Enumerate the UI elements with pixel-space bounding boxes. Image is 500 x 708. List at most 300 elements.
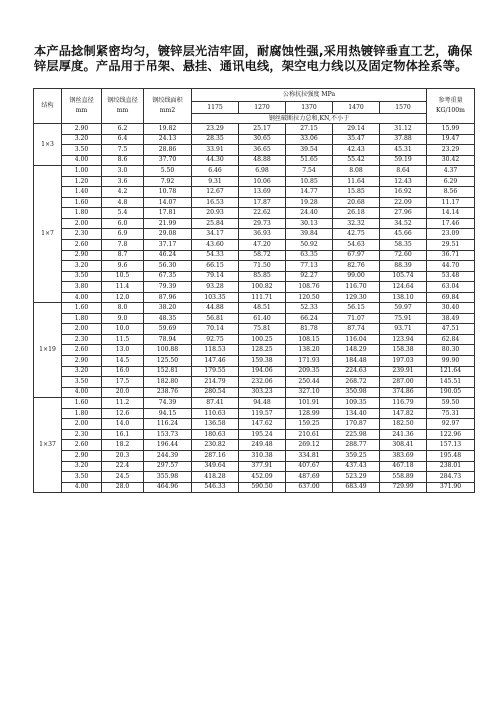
table-cell: 100.88 [144,345,192,356]
table-cell: 1.60 [62,197,102,208]
table-cell: 1.60 [62,398,102,409]
table-cell: 284.73 [427,472,475,483]
table-cell: 118.53 [192,345,239,356]
table-cell: 59.69 [144,324,192,335]
table-cell: 29.14 [333,124,380,135]
structure-label: 1×37 [34,398,62,493]
table-cell: 184.48 [333,356,380,367]
table-cell: 36.65 [239,145,286,156]
table-cell: 179.55 [192,366,239,377]
table-row [34,356,475,367]
table-cell: 23.29 [427,145,475,156]
table-cell: 383.69 [380,450,427,461]
table-row [34,292,475,303]
table-cell: 108.15 [286,334,333,345]
table-cell: 250.44 [286,377,333,388]
table-row [34,377,475,388]
table-cell: 119.57 [239,408,286,419]
table-cell: 224.63 [333,366,380,377]
table-cell: 20.3 [102,450,144,461]
table-cell: 303.23 [239,387,286,398]
table-cell: 308.41 [380,440,427,451]
table-cell: 123.94 [380,334,427,345]
table-cell: 20.68 [333,197,380,208]
table-cell: 47.51 [427,324,475,335]
table-cell: 87.96 [144,292,192,303]
structure-label: 1×7 [34,166,62,303]
header-strand-area-unit: mm2 [159,107,176,114]
table-cell: 51.65 [286,155,333,166]
table-cell: 7.92 [144,176,192,187]
table-row [34,440,475,451]
table-cell: 3.20 [62,261,102,272]
table-cell: 46.24 [144,250,192,261]
table-cell: 12.6 [102,408,144,419]
table-cell: 452.09 [239,472,286,483]
table-row [34,313,475,324]
table-cell: 464.96 [144,482,192,493]
table-cell: 71.50 [239,261,286,272]
table-cell: 99.00 [333,271,380,282]
table-cell: 82.76 [333,261,380,272]
table-cell: 103.35 [192,292,239,303]
table-cell: 2.00 [62,324,102,335]
table-cell: 19.47 [427,134,475,145]
table-cell: 23.09 [427,229,475,240]
table-cell: 11.5 [102,334,144,345]
table-cell: 3.20 [62,134,102,145]
header-ref-weight-label: 参考重量 [438,97,463,104]
table-cell: 2.30 [62,429,102,440]
table-cell: 334.81 [286,450,333,461]
table-cell: 11.2 [102,398,144,409]
table-cell: 4.2 [102,187,144,198]
table-cell: 2.90 [62,356,102,367]
table-cell: 37.70 [144,155,192,166]
table-cell: 48.88 [239,155,286,166]
table-cell: 148.29 [333,345,380,356]
table-cell: 6.2 [102,124,144,135]
table-row [34,345,475,356]
table-cell: 7.8 [102,240,144,251]
table-cell: 22.62 [239,208,286,219]
table-cell: 170.87 [333,419,380,430]
table-cell: 52.33 [286,303,333,314]
table-row [34,229,475,240]
table-cell: 38.20 [144,303,192,314]
table-cell: 24.40 [286,208,333,219]
table-cell: 111.71 [239,292,286,303]
header-row-1 [34,89,475,102]
table-cell: 6.98 [239,166,286,177]
table-cell: 1.00 [62,166,102,177]
table-cell: 138.10 [380,292,427,303]
table-cell: 1.80 [62,408,102,419]
table-cell: 42.43 [333,145,380,156]
table-cell: 683.49 [333,482,380,493]
table-cell: 3.50 [62,472,102,483]
table-cell: 27.15 [286,124,333,135]
table-cell: 2.90 [62,450,102,461]
table-cell: 34.17 [192,229,239,240]
table-cell: 25.84 [192,218,239,229]
table-cell: 9.31 [192,176,239,187]
table-cell: 546.33 [192,482,239,493]
table-cell: 8.6 [102,155,144,166]
table-cell: 1.80 [62,208,102,219]
table-cell: 24.13 [144,134,192,145]
table-cell: 47.20 [239,240,286,251]
table-cell: 16.92 [380,187,427,198]
table-row [34,134,475,145]
table-cell: 79.39 [144,282,192,293]
table-cell: 79.14 [192,271,239,282]
table-cell: 53.48 [427,271,475,282]
table-cell: 3.80 [62,282,102,293]
table-cell: 3.0 [102,166,144,177]
table-cell: 487.69 [286,472,333,483]
table-cell: 13.69 [239,187,286,198]
table-cell: 34.52 [380,218,427,229]
table-cell: 158.38 [380,345,427,356]
table-cell: 120.50 [286,292,333,303]
table-cell: 28.35 [192,134,239,145]
table-cell: 244.39 [144,450,192,461]
table-cell: 9.0 [102,313,144,324]
table-cell: 1.20 [62,176,102,187]
table-cell: 269.12 [286,440,333,451]
table-cell: 1.40 [62,187,102,198]
table-cell: 75.81 [239,324,286,335]
table-cell: 190.05 [427,387,475,398]
table-cell: 280.54 [192,387,239,398]
table-cell: 3.20 [62,461,102,472]
table-cell: 63.35 [286,250,333,261]
table-cell: 7.5 [102,145,144,156]
table-cell: 241.36 [380,429,427,440]
table-cell: 100.25 [239,334,286,345]
table-cell: 13.0 [102,345,144,356]
table-cell: 17.81 [144,208,192,219]
table-cell: 116.24 [144,419,192,430]
table-cell: 88.39 [380,261,427,272]
table-cell: 24.5 [102,472,144,483]
table-cell: 108.76 [286,282,333,293]
table-cell: 5.50 [144,166,192,177]
table-cell: 75.31 [427,408,475,419]
table-cell: 36.71 [427,250,475,261]
table-cell: 20.0 [102,387,144,398]
table-cell: 121.64 [427,366,475,377]
table-cell: 54.63 [333,240,380,251]
table-cell: 122.96 [427,429,475,440]
header-strand-diameter-label: 钢绞线直径 [107,97,138,104]
table-cell: 1.80 [62,313,102,324]
table-row [34,166,475,177]
table-cell: 116.79 [380,398,427,409]
table-cell: 16.1 [102,429,144,440]
table-cell: 523.29 [333,472,380,483]
table-cell: 80.30 [427,345,475,356]
table-cell: 152.81 [144,366,192,377]
structure-label: 1×19 [34,303,62,398]
header-wire-diameter [62,89,102,124]
table-cell: 297.57 [144,461,192,472]
table-cell: 59.50 [427,398,475,409]
table-cell: 72.60 [380,250,427,261]
table-cell: 4.00 [62,387,102,398]
table-cell: 4.8 [102,197,144,208]
table-cell: 61.40 [239,313,286,324]
table-row [34,282,475,293]
table-cell: 11.4 [102,282,144,293]
table-cell: 287.00 [380,377,427,388]
table-cell: 374.86 [380,387,427,398]
table-cell: 3.20 [62,366,102,377]
table-row [34,334,475,345]
table-cell: 249.48 [239,440,286,451]
table-cell: 56.15 [333,303,380,314]
table-row [34,398,475,409]
header-strength-1175: 1175 [192,102,239,114]
spec-table [33,88,475,493]
table-cell: 371.90 [427,482,475,493]
table-cell: 2.90 [62,124,102,135]
table-cell: 407.67 [286,461,333,472]
table-cell: 45.31 [380,145,427,156]
table-cell: 2.90 [62,250,102,261]
table-row [34,145,475,156]
table-cell: 9.6 [102,261,144,272]
table-cell: 8.0 [102,303,144,314]
table-cell: 6.0 [102,218,144,229]
table-cell: 81.78 [286,324,333,335]
table-cell: 28.0 [102,482,144,493]
table-cell: 124.64 [380,282,427,293]
table-cell: 350.98 [333,387,380,398]
table-cell: 44.88 [192,303,239,314]
table-cell: 18.2 [102,440,144,451]
table-cell: 10.06 [239,176,286,187]
table-row [34,250,475,261]
table-row [34,450,475,461]
header-breaking-force: 钢丝破断拉力总和,KN,不小于 [192,114,427,124]
table-cell: 30.13 [286,218,333,229]
table-cell: 67.35 [144,271,192,282]
table-cell: 14.77 [286,187,333,198]
header-strength-1370: 1370 [286,102,333,114]
table-cell: 101.91 [286,398,333,409]
table-cell: 99.90 [427,356,475,367]
intro-text [34,44,474,74]
table-cell: 359.25 [333,450,380,461]
table-row [34,271,475,282]
table-cell: 31.12 [380,124,427,135]
table-cell: 2.30 [62,334,102,345]
table-cell: 15.99 [427,124,475,135]
table-cell: 36.93 [239,229,286,240]
table-cell: 180.63 [192,429,239,440]
table-cell: 210.61 [286,429,333,440]
table-cell: 30.42 [427,155,475,166]
table-cell: 8.08 [333,166,380,177]
table-cell: 437.43 [333,461,380,472]
table-cell: 116.70 [333,282,380,293]
table-cell: 15.85 [333,187,380,198]
table-cell: 12.0 [102,292,144,303]
table-cell: 157.13 [427,440,475,451]
table-cell: 44.70 [427,261,475,272]
table-row [34,197,475,208]
table-cell: 159.38 [239,356,286,367]
table-cell: 3.50 [62,145,102,156]
table-cell: 19.82 [144,124,192,135]
table-cell: 19.28 [286,197,333,208]
table-cell: 4.00 [62,482,102,493]
table-cell: 8.56 [427,187,475,198]
spec-table-body [34,89,475,493]
table-cell: 92.75 [192,334,239,345]
table-row [34,261,475,272]
table-cell: 30.40 [427,303,475,314]
table-cell: 590.50 [239,482,286,493]
table-cell: 6.4 [102,134,144,145]
table-cell: 58.72 [239,250,286,261]
table-cell: 45.66 [380,229,427,240]
table-cell: 37.88 [380,134,427,145]
table-cell: 62.84 [427,334,475,345]
header-ref-weight [427,89,475,124]
header-wire-diameter-unit: mm [75,107,88,114]
table-cell: 14.0 [102,419,144,430]
header-strand-area [144,89,192,124]
table-row [34,303,475,314]
table-cell: 69.84 [427,292,475,303]
table-cell: 74.39 [144,398,192,409]
table-cell: 75.91 [380,313,427,324]
table-cell: 93.28 [192,282,239,293]
table-cell: 35.47 [333,134,380,145]
header-nominal-strength: 公称抗拉强度 MPa [192,89,427,102]
table-cell: 67.97 [333,250,380,261]
table-row [34,240,475,251]
header-strand-area-label: 钢绞线面积 [152,97,183,104]
table-cell: 29.08 [144,229,192,240]
header-strength-1270: 1270 [239,102,286,114]
intro-line-1: 本产品捻制紧密均匀，镀锌层光洁牢固，耐腐蚀性强,采用热镀锌垂直工艺，确保 [34,44,473,58]
table-row [34,208,475,219]
table-row [34,461,475,472]
table-cell: 29.51 [427,240,475,251]
table-row [34,218,475,229]
table-cell: 232.06 [239,377,286,388]
table-cell: 14.14 [427,208,475,219]
table-cell: 56.30 [144,261,192,272]
table-cell: 171.93 [286,356,333,367]
table-cell: 3.50 [62,377,102,388]
table-cell: 10.85 [286,176,333,187]
table-cell: 77.13 [286,261,333,272]
table-cell: 147.62 [239,419,286,430]
table-cell: 8.7 [102,250,144,261]
table-cell: 14.07 [144,197,192,208]
table-cell: 43.60 [192,240,239,251]
structure-label: 1×3 [34,124,62,166]
table-cell: 195.24 [239,429,286,440]
table-cell: 17.5 [102,377,144,388]
table-cell: 349.64 [192,461,239,472]
table-cell: 32.32 [333,218,380,229]
table-cell: 327.10 [286,387,333,398]
table-cell: 48.51 [239,303,286,314]
table-row [34,155,475,166]
table-cell: 39.84 [286,229,333,240]
table-row [34,124,475,135]
table-row [34,429,475,440]
table-cell: 59.19 [380,155,427,166]
table-cell: 268.72 [333,377,380,388]
table-cell: 16.53 [192,197,239,208]
table-cell: 26.18 [333,208,380,219]
table-cell: 8.64 [380,166,427,177]
table-cell: 71.07 [333,313,380,324]
table-cell: 33.91 [192,145,239,156]
table-cell: 288.77 [333,440,380,451]
table-cell: 33.06 [286,134,333,145]
table-cell: 147.46 [192,356,239,367]
table-cell: 42.75 [333,229,380,240]
table-cell: 29.73 [239,218,286,229]
table-cell: 25.17 [239,124,286,135]
table-cell: 78.94 [144,334,192,345]
table-cell: 92.27 [286,271,333,282]
table-cell: 17.87 [239,197,286,208]
table-cell: 110.63 [192,408,239,419]
table-cell: 50.92 [286,240,333,251]
table-cell: 377.91 [239,461,286,472]
table-cell: 214.79 [192,377,239,388]
table-cell: 153.73 [144,429,192,440]
table-cell: 87.74 [333,324,380,335]
table-cell: 11.17 [427,197,475,208]
table-cell: 37.17 [144,240,192,251]
table-cell: 128.25 [239,345,286,356]
header-ref-weight-unit: KG/100m [436,107,465,114]
table-cell: 558.89 [380,472,427,483]
table-cell: 196.44 [144,440,192,451]
table-cell: 55.42 [333,155,380,166]
table-cell: 20.93 [192,208,239,219]
table-cell: 17.46 [427,218,475,229]
table-cell: 729.99 [380,482,427,493]
table-cell: 70.14 [192,324,239,335]
table-cell: 100.82 [239,282,286,293]
table-cell: 39.54 [286,145,333,156]
table-cell: 197.03 [380,356,427,367]
table-cell: 182.80 [144,377,192,388]
table-cell: 30.65 [239,134,286,145]
table-cell: 94.15 [144,408,192,419]
header-strength-1470: 1470 [333,102,380,114]
table-cell: 467.18 [380,461,427,472]
table-cell: 10.5 [102,271,144,282]
table-row [34,482,475,493]
table-cell: 194.06 [239,366,286,377]
table-cell: 2.60 [62,240,102,251]
table-cell: 38.49 [427,313,475,324]
table-cell: 182.50 [380,419,427,430]
table-row [34,187,475,198]
